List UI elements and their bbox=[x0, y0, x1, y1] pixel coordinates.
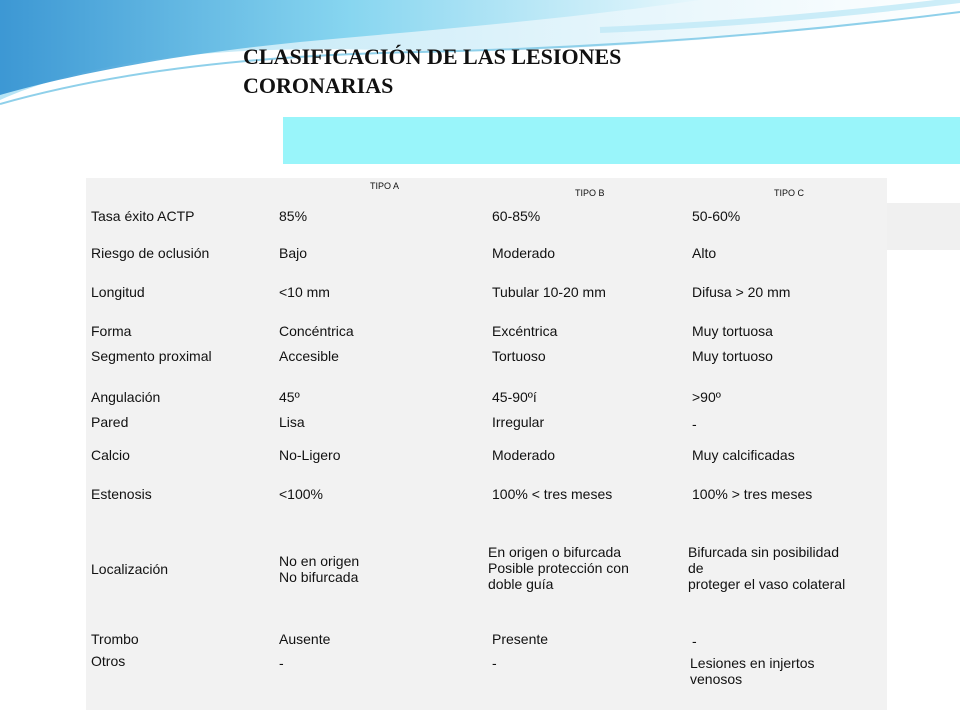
cell-tipo-a: Bajo bbox=[279, 245, 308, 261]
row-label: Localización bbox=[91, 561, 169, 577]
cell-tipo-b: Excéntrica bbox=[492, 323, 558, 339]
cell-tipo-b: Presente bbox=[492, 631, 549, 647]
cell-tipo-a: Lisa bbox=[279, 414, 305, 430]
header-tipo-b: TIPO B bbox=[575, 188, 605, 198]
cell-tipo-b: Moderado bbox=[492, 447, 556, 463]
cell-tipo-b: En origen o bifurcada Posible protección con doble guía bbox=[488, 544, 629, 592]
cell-tipo-a: <100% bbox=[279, 486, 323, 502]
cell-tipo-c: - bbox=[692, 633, 697, 649]
cell-tipo-c: Muy calcificadas bbox=[692, 447, 795, 463]
row-label: Segmento proximal bbox=[91, 348, 212, 364]
cell-tipo-c: Difusa > 20 mm bbox=[692, 284, 791, 300]
row-label: Pared bbox=[91, 414, 129, 430]
cell-tipo-c: Bifurcada sin posibilidad de proteger el vaso colateral bbox=[688, 544, 846, 592]
cell-tipo-b: 60-85% bbox=[492, 208, 541, 224]
cell-tipo-c: >90º bbox=[692, 389, 721, 405]
cell-tipo-a: No en origen No bifurcada bbox=[279, 553, 360, 585]
row-label: Calcio bbox=[91, 447, 130, 463]
cell-tipo-b: 100% < tres meses bbox=[492, 486, 613, 502]
cell-tipo-c: Muy tortuosa bbox=[692, 323, 773, 339]
row-label: Longitud bbox=[91, 284, 145, 300]
cell-tipo-b: Moderado bbox=[492, 245, 556, 261]
cell-tipo-c: Alto bbox=[692, 245, 717, 261]
row-label: Riesgo de oclusión bbox=[91, 245, 210, 261]
cell-tipo-a: - bbox=[279, 655, 284, 671]
cell-tipo-c: 50-60% bbox=[692, 208, 741, 224]
cell-tipo-c: Muy tortuoso bbox=[692, 348, 773, 364]
cell-tipo-c: 100% > tres meses bbox=[692, 486, 813, 502]
cell-tipo-a: <10 mm bbox=[279, 284, 330, 300]
classification-table bbox=[86, 178, 887, 710]
cell-tipo-b: Irregular bbox=[492, 414, 545, 430]
cell-tipo-a: 85% bbox=[279, 208, 308, 224]
row-label: Forma bbox=[91, 323, 132, 339]
side-band bbox=[887, 203, 960, 250]
header-tipo-a: TIPO A bbox=[370, 181, 400, 191]
row-label: Trombo bbox=[91, 631, 139, 647]
cell-tipo-c: Lesiones en injertos venosos bbox=[690, 655, 815, 687]
header-tipo-c: TIPO C bbox=[774, 188, 805, 198]
cell-tipo-a: No-Ligero bbox=[279, 447, 341, 463]
row-label: Otros bbox=[91, 653, 126, 669]
accent-bar bbox=[283, 117, 960, 164]
cell-tipo-b: - bbox=[492, 655, 497, 671]
row-label: Angulación bbox=[91, 389, 161, 405]
cell-tipo-b: Tubular 10-20 mm bbox=[492, 284, 606, 300]
row-label: Estenosis bbox=[91, 486, 152, 502]
cell-tipo-a: Ausente bbox=[279, 631, 331, 647]
cell-tipo-c: - bbox=[692, 416, 697, 432]
cell-tipo-b: Tortuoso bbox=[492, 348, 546, 364]
slide-title: CLASIFICACIÓN DE LAS LESIONES CORONARIAS bbox=[243, 44, 622, 98]
cell-tipo-a: 45º bbox=[279, 389, 300, 405]
cell-tipo-a: Accesible bbox=[279, 348, 339, 364]
cell-tipo-a: Concéntrica bbox=[279, 323, 354, 339]
row-label: Tasa éxito ACTP bbox=[91, 208, 195, 224]
cell-tipo-b: 45-90ºí bbox=[492, 389, 537, 405]
